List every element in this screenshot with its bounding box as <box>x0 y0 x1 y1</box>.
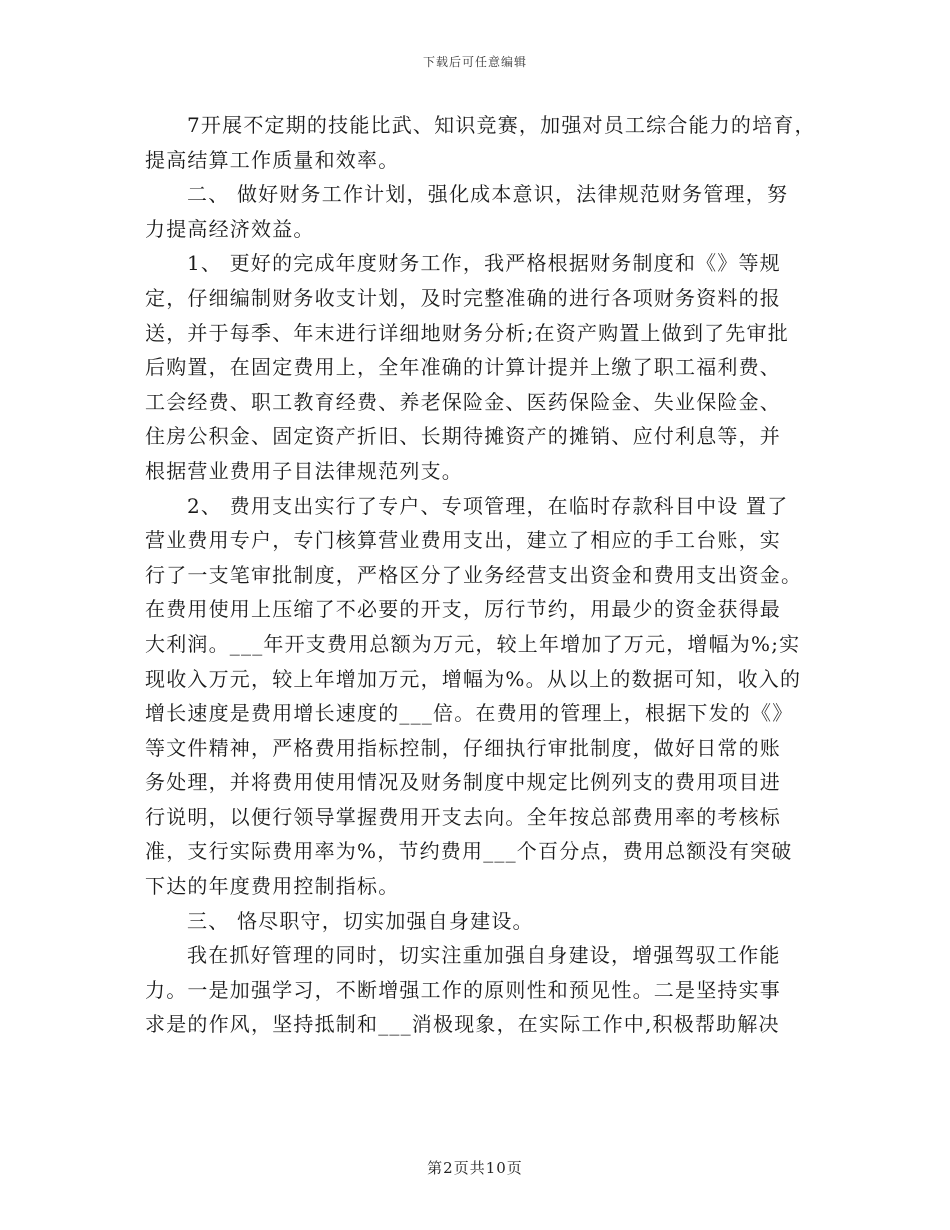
text-line: 增长速度是费用增长速度的___倍。在费用的管理上，根据下发的《》 <box>145 701 794 726</box>
document-body <box>145 108 816 1042</box>
text-line: 现收入万元，较上年增加万元，增幅为%。从以上的数据可知，收入的 <box>145 666 802 691</box>
page-header: 下载后可任意编辑 <box>422 55 527 69</box>
text-line: 送，并于每季、年末进行详细地财务分析;在资产购置上做到了先审批 <box>145 320 789 345</box>
text-line: 根据营业费用子目法律规范列支。 <box>145 458 463 483</box>
text-line: 等文件精神，严格费用指标控制，仔细执行审批制度，做好日常的账 <box>145 735 781 760</box>
text-line: 行了一支笔审批制度，严格区分了业务经营支出资金和费用支出资金。 <box>145 562 803 587</box>
text-line: 定，仔细编制财务收支计划，及时完整准确的进行各项财务资料的报 <box>145 285 781 310</box>
text-line: 工会经费、职工教育经费、养老保险金、医药保险金、失业保险金、 <box>145 389 781 414</box>
text-line: 下达的年度费用控制指标。 <box>145 874 400 899</box>
text-line: 2、 费用支出实行了专户、专项管理，在临时存款科目中设 置了 <box>187 493 789 518</box>
page-number: 第2页共10页 <box>427 1159 523 1177</box>
text-line: 力。一是加强学习，不断增强工作的原则性和预见性。二是坚持实事 <box>145 977 781 1002</box>
text-line: 7开展不定期的技能比武、知识竞赛，加强对员工综合能力的培育， <box>187 113 816 137</box>
text-line: 求是的作风，坚持抵制和___消极现象，在实际工作中,积极帮助解决 <box>145 1012 780 1037</box>
text-line: 1、 更好的完成年度财务工作，我严格根据财务制度和《》等规 <box>187 251 781 276</box>
text-line: 营业费用专户，专门核算营业费用支出，建立了相应的手工台账，实 <box>145 528 781 553</box>
text-line: 力提高经济效益。 <box>145 216 315 241</box>
text-line: 大利润。___年开支费用总额为万元，较上年增加了万元，增幅为%;实 <box>145 631 801 656</box>
text-line: 提高结算工作质量和效率。 <box>145 147 400 172</box>
text-line: 住房公积金、固定资产折旧、长期待摊资产的摊销、应付利息等，并 <box>145 424 781 449</box>
text-line: 我在抓好管理的同时，切实注重加强自身建设，增强驾驭工作能 <box>187 943 781 968</box>
text-line: 三、 恪尽职守，切实加强自身建设。 <box>187 908 534 933</box>
text-line: 准，支行实际费用率为%，节约费用___个百分点，费用总额没有突破 <box>145 839 793 864</box>
text-line: 二、 做好财务工作计划，强化成本意识，法律规范财务管理，努 <box>187 182 789 207</box>
text-line: 务处理，并将费用使用情况及财务制度中规定比例列支的费用项目进 <box>145 770 781 795</box>
text-line: 后购置，在固定费用上，全年准确的计算计提并上缴了职工福利费、 <box>145 355 781 380</box>
text-line: 在费用使用上压缩了不必要的开支，厉行节约，用最少的资金获得最 <box>145 597 781 622</box>
text-line: 行说明，以便行领导掌握费用开支去向。全年按总部费用率的考核标 <box>145 804 781 829</box>
